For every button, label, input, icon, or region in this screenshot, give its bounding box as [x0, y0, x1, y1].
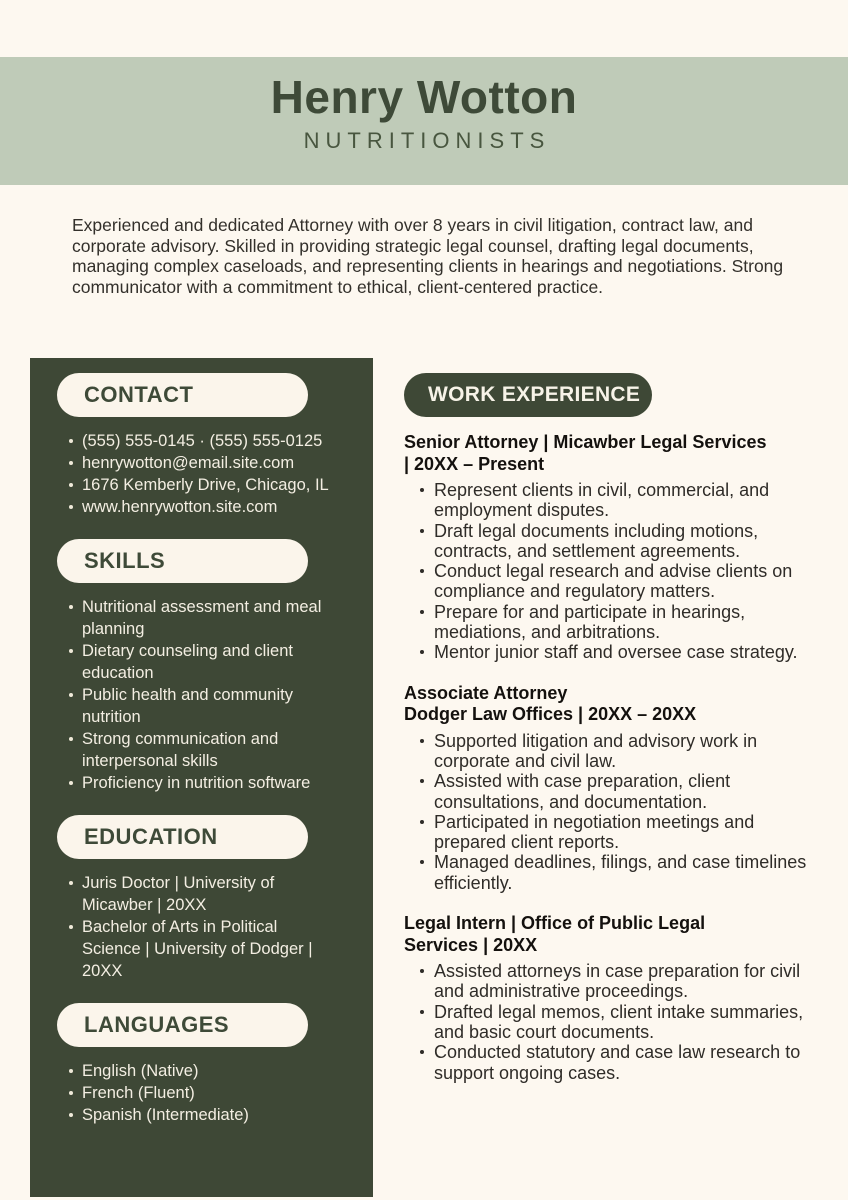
header-subtitle: NUTRITIONISTS	[303, 127, 551, 153]
list-item	[69, 474, 331, 496]
summary-text: Experienced and dedicated Attorney with over 8 years in civil litigation, contract law, and corporate advisory. Skilled in providing strategic legal counsel, drafting legal documents, managing complex caseloads, and representing clients in hearings and negotiations. Strong communicator with a commitment to ethical, client-centered practice.	[72, 215, 784, 297]
list-item	[69, 1060, 331, 1082]
bullet-icon	[69, 505, 73, 509]
list-item	[69, 772, 331, 794]
sidebar-list	[30, 430, 373, 518]
work-experience-section	[404, 373, 828, 1083]
list-item-text: English (Native)	[82, 1062, 199, 1080]
page-title: Henry Wotton	[270, 71, 578, 123]
list-item	[404, 1042, 828, 1083]
sidebar-section-heading	[57, 539, 308, 583]
bullet-icon	[420, 860, 424, 864]
bullet-icon	[69, 649, 73, 653]
list-item	[404, 602, 828, 643]
job-title-line: Senior Attorney | Micawber Legal Services	[404, 432, 767, 452]
bullet-icon	[420, 529, 424, 533]
work-experience-heading-label: WORK EXPERIENCE	[428, 383, 641, 406]
header-band	[0, 57, 848, 185]
sidebar-section-heading	[57, 815, 308, 859]
list-item	[404, 852, 828, 893]
list-item-text: Conducted statutory and case law research to support ongoing cases.	[434, 1042, 801, 1083]
bullet-icon	[420, 820, 424, 824]
bullet-icon	[69, 737, 73, 741]
bullet-icon	[420, 739, 424, 743]
sidebar-section-heading-label: EDUCATION	[84, 824, 218, 849]
bullet-icon	[420, 969, 424, 973]
list-item-text: Drafted legal memos, client intake summaries, and basic court documents.	[434, 1001, 804, 1042]
job-bullet-list	[404, 480, 828, 663]
bullet-icon	[420, 650, 424, 654]
list-item-text: Assisted attorneys in case preparation for civil and administrative proceedings.	[434, 961, 801, 1002]
job-title-line: Legal Intern | Office of Public Legal	[404, 913, 706, 934]
job-title-line: Associate Attorney	[404, 682, 568, 703]
job-list	[404, 432, 828, 1083]
list-item	[69, 1104, 331, 1126]
list-item-text: Dietary counseling and client education	[82, 642, 293, 682]
list-item-text: Proficiency in nutrition software	[82, 774, 311, 792]
bullet-icon	[69, 781, 73, 785]
sidebar-section	[30, 1003, 373, 1126]
list-item	[404, 480, 828, 521]
list-item-text: Represent clients in civil, commercial, and employment disputes.	[434, 480, 770, 521]
sidebar-list	[30, 596, 373, 794]
list-item-text: Public health and community nutrition	[82, 686, 293, 726]
bullet-icon	[420, 1050, 424, 1054]
job-title	[404, 432, 828, 475]
list-item	[69, 684, 331, 728]
bullet-icon	[69, 1069, 73, 1073]
job-title	[404, 913, 828, 956]
list-item	[404, 812, 828, 853]
job-title	[404, 683, 828, 726]
list-item	[69, 430, 331, 452]
sidebar-section-heading-label: SKILLS	[84, 548, 166, 573]
list-item-text: 1676 Kemberly Drive, Chicago, IL	[82, 476, 329, 494]
sidebar	[30, 358, 373, 1197]
job-entry	[404, 432, 828, 663]
sidebar-section	[30, 373, 373, 518]
list-item	[69, 452, 331, 474]
list-item-text: Juris Doctor | University of Micawber | 20XX	[82, 874, 275, 914]
bullet-icon	[420, 488, 424, 492]
bullet-icon	[69, 881, 73, 885]
sidebar-section-heading	[57, 373, 308, 417]
list-item-text: Conduct legal research and advise clients on compliance and regulatory matters.	[434, 561, 793, 602]
list-item	[69, 916, 331, 982]
sidebar-section	[30, 815, 373, 982]
list-item	[404, 771, 828, 812]
list-item-text: Assisted with case preparation, client consultations, and documentation.	[434, 771, 731, 812]
sidebar-list	[30, 872, 373, 982]
list-item	[69, 728, 331, 772]
sidebar-list	[30, 1060, 373, 1126]
bullet-icon	[69, 461, 73, 465]
job-title-line: | 20XX – Present	[404, 453, 545, 474]
list-item	[69, 496, 331, 518]
list-item-text: Spanish (Intermediate)	[82, 1106, 249, 1124]
job-title-line: Services | 20XX	[404, 934, 538, 955]
job-entry	[404, 683, 828, 893]
sidebar-section	[30, 539, 373, 794]
list-item	[404, 642, 828, 662]
bullet-icon	[69, 1091, 73, 1095]
bullet-icon	[69, 925, 73, 929]
list-item-text: Participated in negotiation meetings and prepared client reports.	[434, 811, 755, 853]
list-item	[404, 1002, 828, 1043]
list-item-text: Mentor junior staff and oversee case strategy.	[434, 642, 798, 663]
bullet-icon	[69, 439, 73, 443]
list-item	[404, 561, 828, 602]
list-item-text: Nutritional assessment and meal planning	[82, 598, 322, 638]
list-item-text: (555) 555-0145 · (555) 555-0125	[82, 432, 323, 450]
bullet-icon	[420, 1010, 424, 1014]
bullet-icon	[69, 483, 73, 487]
list-item	[404, 961, 828, 1002]
list-item	[69, 1082, 331, 1104]
list-item	[404, 731, 828, 772]
job-bullet-list	[404, 731, 828, 893]
work-experience-heading	[404, 373, 652, 417]
job-title-line: Dodger Law Offices | 20XX – 20XX	[404, 704, 697, 725]
sidebar-section-heading-label: CONTACT	[84, 382, 194, 407]
list-item-text: www.henrywotton.site.com	[82, 498, 278, 516]
sidebar-section-heading	[57, 1003, 308, 1047]
list-item-text: Draft legal documents including motions, contracts, and settlement agreements.	[434, 520, 759, 561]
list-item-text: Supported litigation and advisory work in corporate and civil law.	[434, 730, 758, 771]
bullet-icon	[69, 1113, 73, 1117]
list-item	[69, 596, 331, 640]
list-item	[404, 521, 828, 562]
job-entry	[404, 913, 828, 1083]
list-item	[69, 872, 331, 916]
list-item-text: Bachelor of Arts in Political Science | University of Dodger | 20XX	[82, 918, 313, 980]
bullet-icon	[420, 610, 424, 614]
list-item-text: French (Fluent)	[82, 1084, 195, 1102]
list-item-text: Prepare for and participate in hearings, mediations, and arbitrations.	[434, 601, 746, 643]
list-item-text: henrywotton@email.site.com	[82, 454, 295, 472]
bullet-icon	[69, 605, 73, 609]
bullet-icon	[420, 779, 424, 783]
list-item	[69, 640, 331, 684]
job-bullet-list	[404, 961, 828, 1083]
bullet-icon	[420, 569, 424, 573]
list-item-text: Managed deadlines, filings, and case timelines efficiently.	[434, 852, 807, 893]
bullet-icon	[69, 693, 73, 697]
sidebar-section-heading-label: LANGUAGES	[84, 1012, 230, 1037]
list-item-text: Strong communication and interpersonal skills	[82, 730, 279, 770]
